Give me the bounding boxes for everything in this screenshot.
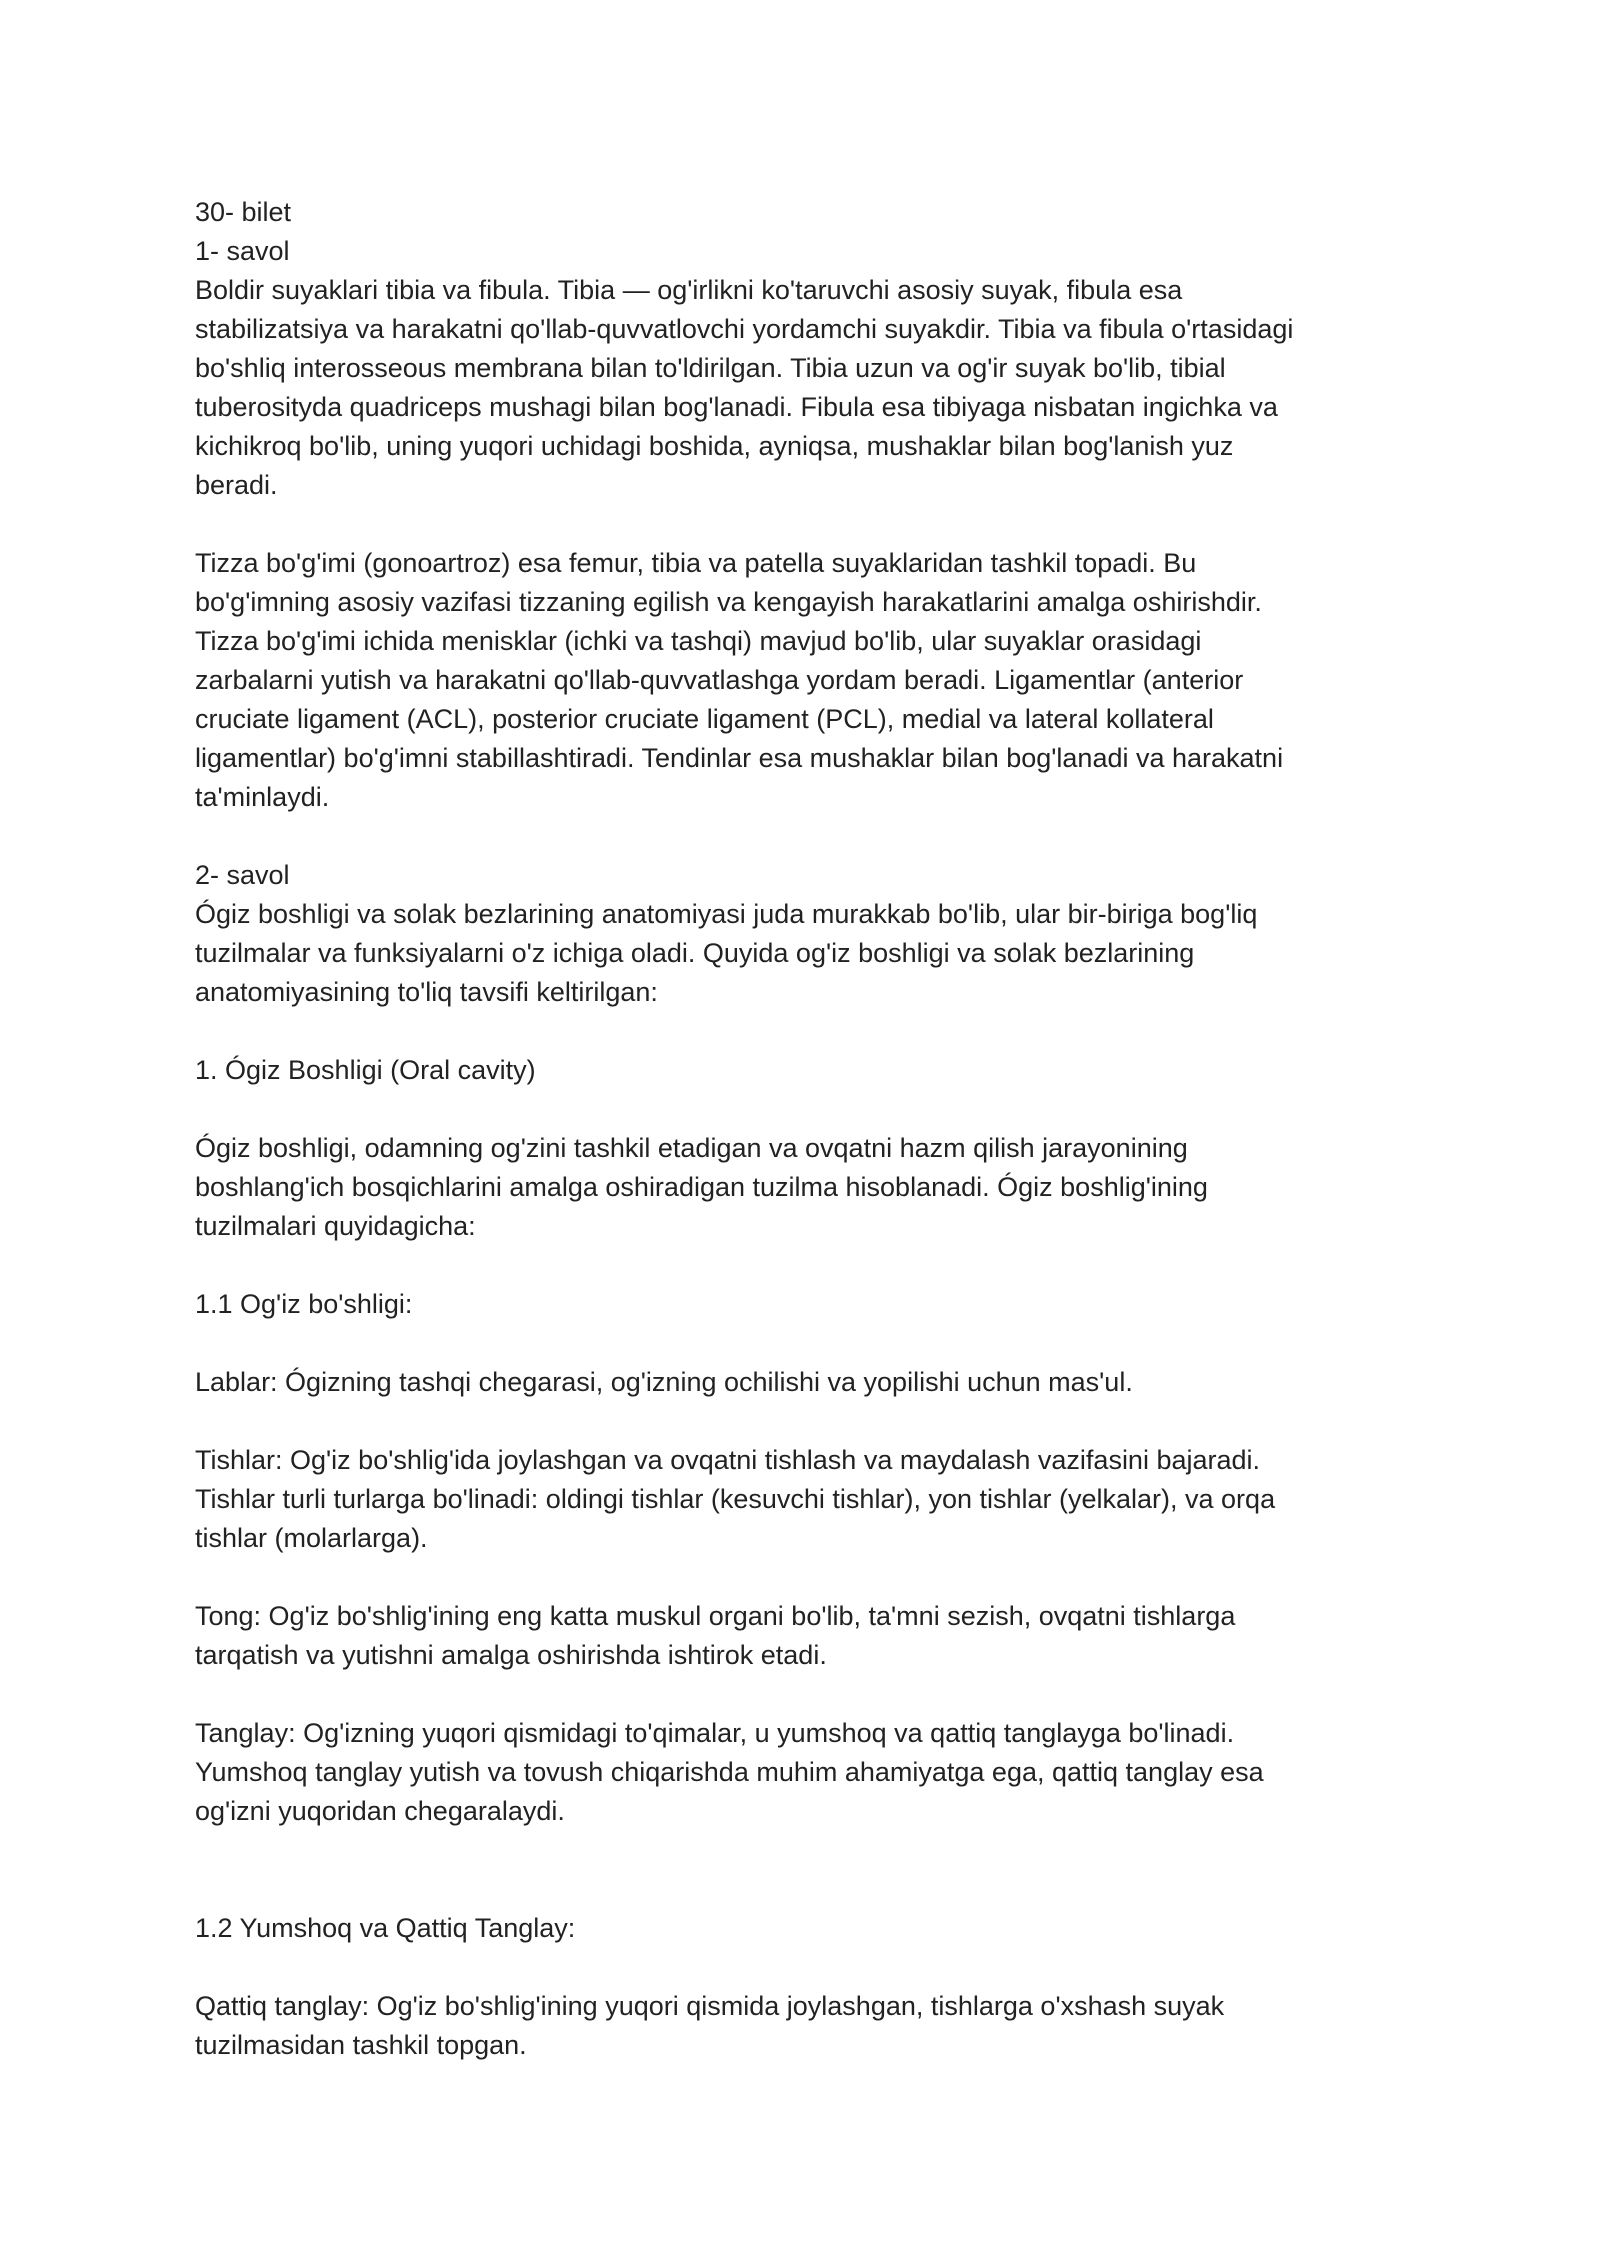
text-line: tuzilmasidan tashkil topgan. xyxy=(195,2030,527,2060)
ticket-title: 30- bilet xyxy=(195,197,292,227)
text-line: Tizza bo'g'imi ichida menisklar (ichki va tashqi) mavjud bo'lib, ular suyaklar orasidagi xyxy=(195,626,1202,656)
text-line: Tizza bo'g'imi (gonoartroz) esa femur, tibia va patella suyaklaridan tashkil topadi. Bu xyxy=(195,548,1197,578)
paragraph-spacer xyxy=(195,1090,1425,1129)
text-line: Tishlar: Og'iz bo'shlig'ida joylashgan va ovqatni tishlash va maydalash vazifasini bajaradi. xyxy=(195,1445,1261,1475)
text-line: bo'g'imning asosiy vazifasi tizzaning egilish va kengayish harakatlarini amalga oshirishdir. xyxy=(195,587,1262,617)
text-line: Ógiz boshligi va solak bezlarining anatomiyasi juda murakkab bo'lib, ular bir-biriga bog'liq xyxy=(195,899,1258,929)
text-line: zarbalarni yutish va harakatni qo'llab-quvvatlashga yordam beradi. Ligamentlar (anterior xyxy=(195,665,1244,695)
text-line: boshlang'ich bosqichlarini amalga oshiradigan tuzilma hisoblanadi. Ógiz boshlig'ining xyxy=(195,1172,1208,1202)
text-line: stabilizatsiya va harakatni qo'llab-quvvatlovchi yordamchi suyakdir. Tibia va fibula o'rtasidagi xyxy=(195,314,1294,344)
section-1-1-heading: 1.1 Og'iz bo'shligi: xyxy=(195,1289,413,1319)
paragraph-spacer xyxy=(195,1558,1425,1597)
paragraph-spacer xyxy=(195,1324,1425,1363)
section-1-2-heading: 1.2 Yumshoq va Qattiq Tanglay: xyxy=(195,1913,576,1943)
text-line: tishlar (molarlarga). xyxy=(195,1523,428,1553)
question-1-paragraph-2 xyxy=(195,544,1425,817)
text-line: anatomiyasining to'liq tavsifi keltirilgan: xyxy=(195,977,658,1007)
lablar-paragraph xyxy=(195,1363,1425,1402)
question-2-label: 2- savol xyxy=(195,860,290,890)
text-line: ligamentlar) bo'g'imni stabillashtiradi. Tendinlar esa mushaklar bilan bog'lanadi va harakatni xyxy=(195,743,1284,773)
text-line: Qattiq tanglay: Og'iz bo'shlig'ining yuqori qismida joylashgan, tishlarga o'xshash suyak xyxy=(195,1991,1225,2021)
text-line: Tishlar turli turlarga bo'linadi: oldingi tishlar (kesuvchi tishlar), yon tishlar (yelkalar), va orqa xyxy=(195,1484,1276,1514)
question-1-paragraph-1 xyxy=(195,271,1425,505)
text-line: Lablar: Ógizning tashqi chegarasi, og'izning ochilishi va yopilishi uchun mas'ul. xyxy=(195,1367,1133,1397)
text-line: ta'minlaydi. xyxy=(195,782,330,812)
text-line: og'izni yuqoridan chegaralaydi. xyxy=(195,1796,565,1826)
paragraph-spacer xyxy=(195,1831,1425,1909)
text-line: Yumshoq tanglay yutish va tovush chiqarishda muhim ahamiyatga ega, qattiq tanglay esa xyxy=(195,1757,1264,1787)
tishlar-paragraph xyxy=(195,1441,1425,1558)
text-line: Boldir suyaklari tibia va fibula. Tibia — og'irlikni ko'taruvchi asosiy suyak, fibula esa xyxy=(195,275,1183,305)
text-line: tuberosityda quadriceps mushagi bilan bog'lanadi. Fibula esa tibiyaga nisbatan ingichka va xyxy=(195,392,1278,422)
text-line: cruciate ligament (ACL), posterior cruciate ligament (PCL), medial va lateral kollateral xyxy=(195,704,1214,734)
text-line: beradi. xyxy=(195,470,278,500)
text-line: tuzilmalar va funksiyalarni o'z ichiga oladi. Quyida og'iz boshligi va solak bezlarining xyxy=(195,938,1195,968)
text-line: tuzilmalari quyidagicha: xyxy=(195,1211,476,1241)
paragraph-spacer xyxy=(195,1675,1425,1714)
tong-paragraph xyxy=(195,1597,1425,1675)
paragraph-spacer xyxy=(195,505,1425,544)
text-line: Tanglay: Og'izning yuqori qismidagi to'qimalar, u yumshoq va qattiq tanglayga bo'linadi. xyxy=(195,1718,1235,1748)
tanglay-paragraph xyxy=(195,1714,1425,1831)
text-line: tarqatish va yutishni amalga oshirishda ishtirok etadi. xyxy=(195,1640,827,1670)
qattiq-tanglay-paragraph xyxy=(195,1987,1425,2065)
paragraph-spacer xyxy=(195,817,1425,856)
text-line: kichikroq bo'lib, uning yuqori uchidagi boshida, ayniqsa, mushaklar bilan bog'lanish yuz xyxy=(195,431,1234,461)
question-1-label: 1- savol xyxy=(195,236,290,266)
section-1-paragraph xyxy=(195,1129,1425,1246)
text-line: Tong: Og'iz bo'shlig'ining eng katta muskul organi bo'lib, ta'mni sezish, ovqatni tishlarga xyxy=(195,1601,1236,1631)
paragraph-spacer xyxy=(195,1246,1425,1285)
paragraph-spacer xyxy=(195,1012,1425,1051)
question-2-intro xyxy=(195,895,1425,1012)
paragraph-spacer xyxy=(195,1402,1425,1441)
document-body xyxy=(195,193,1425,2065)
text-line: bo'shliq interosseous membrana bilan to'ldirilgan. Tibia uzun va og'ir suyak bo'lib, tibial xyxy=(195,353,1226,383)
paragraph-spacer xyxy=(195,1948,1425,1987)
section-1-heading: 1. Ógiz Boshligi (Oral cavity) xyxy=(195,1055,536,1085)
text-line: Ógiz boshligi, odamning og'zini tashkil etadigan va ovqatni hazm qilish jarayonining xyxy=(195,1133,1188,1163)
